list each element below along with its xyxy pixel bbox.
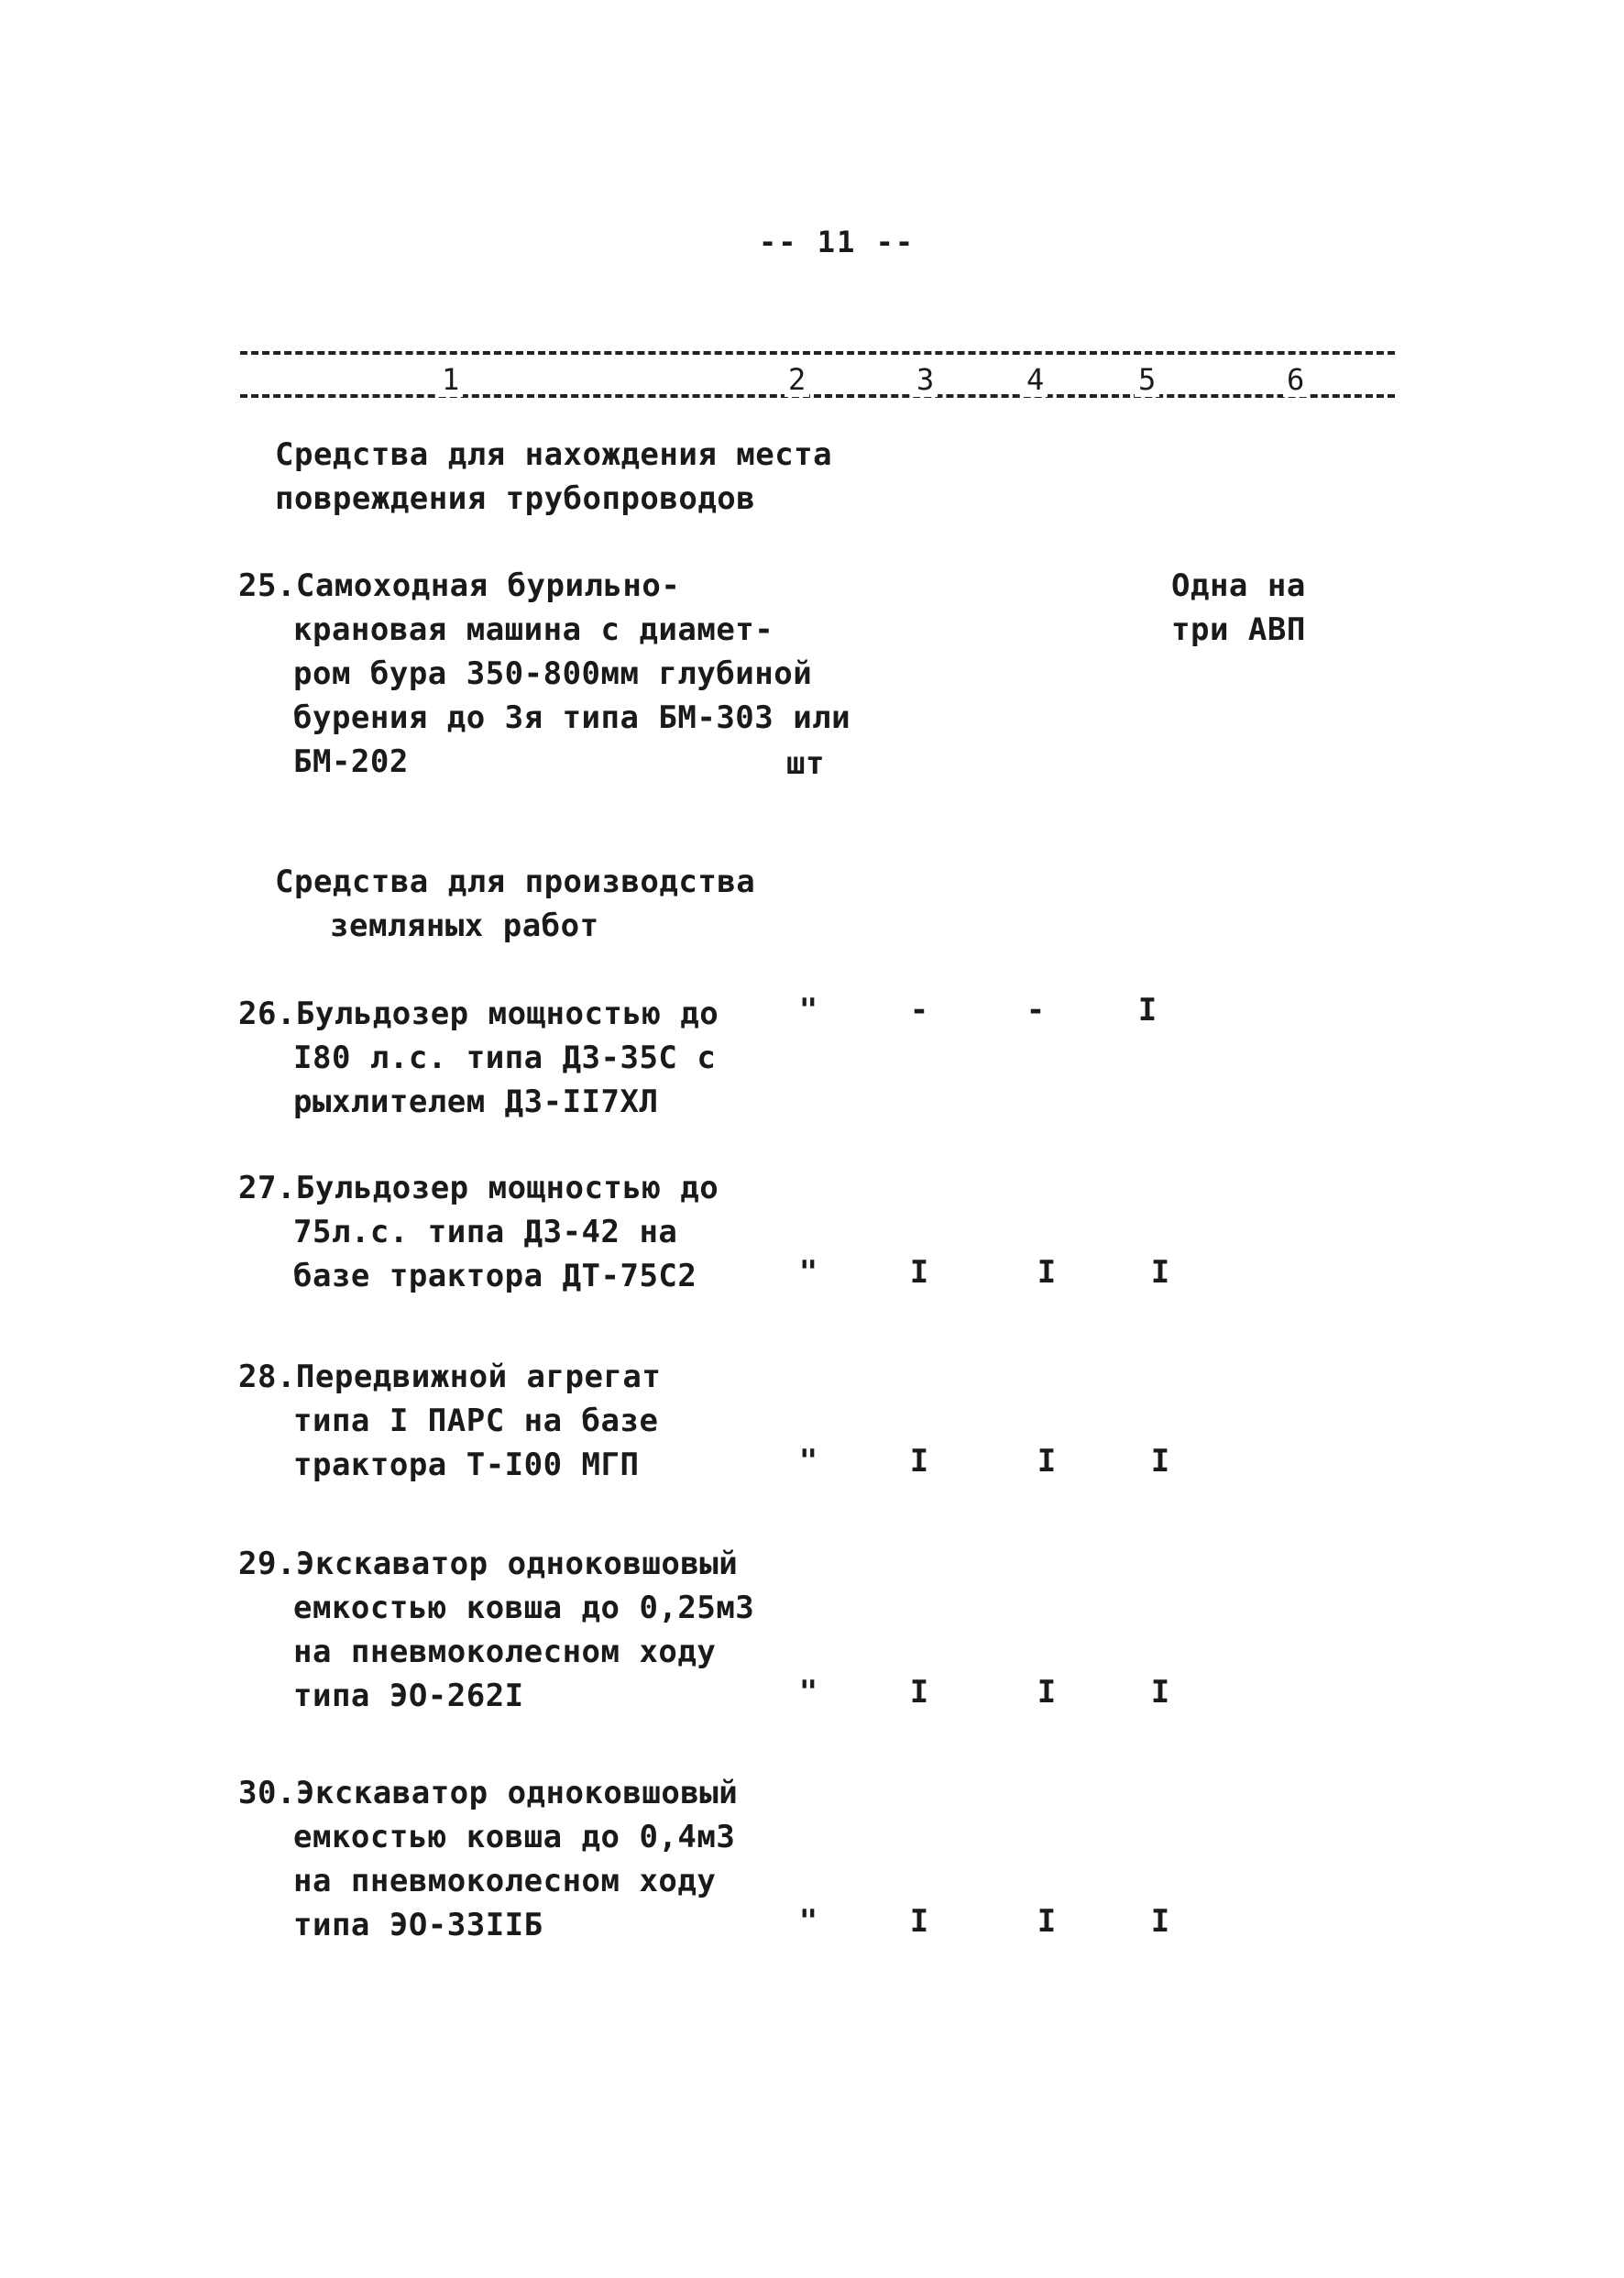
item-28-col4: I (1037, 1443, 1057, 1480)
item-25-unit: шт (786, 745, 825, 782)
item-26-col4: - (1026, 992, 1046, 1029)
item-27-unit: " (798, 1254, 818, 1291)
item-line: на пневмоколесном ходу (293, 1634, 717, 1670)
item-28-col5: I (1150, 1443, 1170, 1480)
item-line: типа ЭО-262I (293, 1678, 524, 1714)
item-line: I80 л.с. типа ДЗ-35С с (293, 1040, 717, 1076)
item-line: ром бура 350-800мм глубиной (293, 655, 813, 692)
item-25-description (238, 564, 850, 784)
note-line: три АВП (1171, 611, 1306, 648)
column-header-3: 3 (913, 362, 938, 397)
item-line: рыхлителем ДЗ-II7ХЛ (293, 1084, 659, 1120)
item-line: емкостью ковша до 0,4м3 (293, 1819, 736, 1855)
item-line: 30.Экскаватор одноковшовый (238, 1775, 739, 1811)
item-line: емкостью ковша до 0,25м3 (293, 1590, 755, 1626)
column-header-5: 5 (1135, 362, 1159, 397)
item-30-description (238, 1771, 738, 1947)
item-26-col5: I (1137, 992, 1158, 1029)
item-line: 75л.с. типа ДЗ-42 на (293, 1214, 678, 1250)
item-29-col4: I (1037, 1674, 1057, 1711)
item-27-col5: I (1150, 1254, 1170, 1291)
item-30-col3: I (909, 1903, 929, 1940)
section-heading-line: повреждения трубопроводов (275, 480, 756, 517)
item-28-col3: I (909, 1443, 929, 1480)
item-26-unit: " (798, 992, 818, 1029)
item-line: трактора Т-I00 МГП (293, 1447, 640, 1483)
item-28-description (238, 1355, 661, 1487)
item-line: 28.Передвижной агрегат (238, 1359, 662, 1395)
item-29-description (238, 1542, 754, 1718)
item-line: типа ЭО-33IIБ (293, 1907, 543, 1943)
item-27-description (238, 1166, 719, 1298)
section-heading-line: Средства для производства (275, 864, 756, 900)
item-26-col3: - (909, 992, 929, 1029)
item-30-col4: I (1037, 1903, 1057, 1940)
item-30-col5: I (1150, 1903, 1170, 1940)
note-line: Одна на (1171, 567, 1306, 604)
item-line: крановая машина с диамет- (293, 611, 774, 648)
header-rule-bottom (240, 394, 1395, 398)
section-heading-damage-location (275, 433, 832, 521)
item-line: на пневмоколесном ходу (293, 1863, 717, 1899)
item-29-col5: I (1150, 1674, 1170, 1711)
item-30-unit: " (798, 1903, 818, 1940)
item-26-description (238, 992, 719, 1124)
page-number: -- 11 -- (759, 225, 916, 259)
item-line: 25.Самоходная бурильно- (238, 567, 681, 604)
item-25-note (1171, 564, 1306, 652)
item-line: 27.Бульдозер мощностью до (238, 1170, 719, 1206)
section-heading-line: земляных работ (330, 908, 599, 944)
item-27-col3: I (909, 1254, 929, 1291)
item-line: 29.Экскаватор одноковшовый (238, 1546, 739, 1582)
header-rule-top (240, 351, 1395, 355)
item-29-unit: " (798, 1674, 818, 1711)
item-29-col3: I (909, 1674, 929, 1711)
section-heading-line: Средства для нахождения места (275, 436, 833, 473)
item-28-unit: " (798, 1443, 818, 1480)
item-line: бурения до 3я типа БМ-303 или (293, 699, 851, 736)
item-line: БМ-202 (293, 743, 409, 780)
item-27-col4: I (1037, 1254, 1057, 1291)
column-header-1: 1 (438, 362, 463, 397)
item-line: базе трактора ДТ-75С2 (293, 1258, 697, 1294)
section-heading-earthworks (275, 860, 755, 948)
item-line: 26.Бульдозер мощностью до (238, 996, 719, 1032)
column-header-4: 4 (1023, 362, 1048, 397)
item-line: типа I ПАРС на базе (293, 1403, 659, 1439)
column-header-6: 6 (1283, 362, 1308, 397)
column-header-2: 2 (785, 362, 809, 397)
